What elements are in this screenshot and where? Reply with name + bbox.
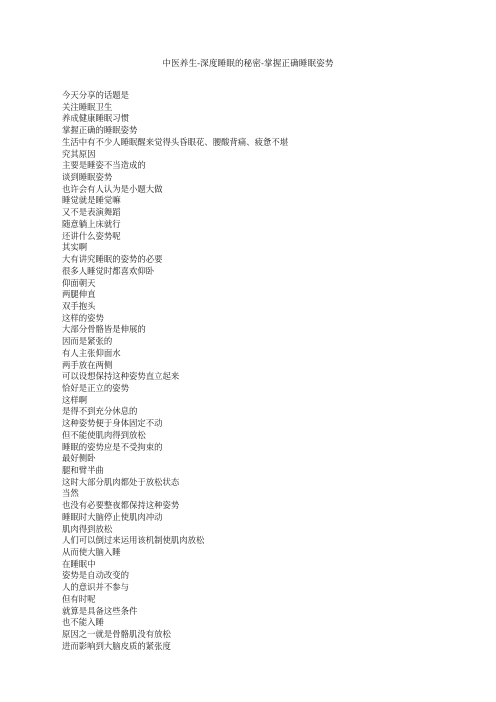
text-line: 很多人睡觉时都喜欢仰卧 [62,265,155,276]
text-line: 这种姿势便于身体固定不动 [62,418,163,429]
text-line: 生活中有不少人睡眠醒来觉得头昏眼花、腰酸背痛、疲惫不堪 [62,136,289,147]
text-line: 关注睡眠卫生 [62,101,113,112]
text-line: 但有时呢 [62,593,96,604]
text-line: 姿势是自动改变的 [62,570,129,581]
text-line: 进而影响到大脑皮质的紧张度 [62,640,171,651]
text-line: 但不能使肌肉得到放松 [62,429,146,440]
text-line: 原因之一就是骨骼肌没有放松 [62,629,171,640]
text-line: 随意躺上床就行 [62,218,121,229]
text-line: 这样的姿势 [62,312,104,323]
text-line: 两手放在两侧 [62,359,113,370]
text-line: 睡眠时大脑停止使肌肉冲动 [62,511,163,522]
text-line: 究其原因 [62,148,96,159]
text-line: 腿和臂半曲 [62,465,104,475]
text-line: 养成健康睡眠习惯 [62,113,129,124]
text-line: 就算是具备这些条件 [62,605,138,616]
text-line: 掌握正确的睡眠姿势 [62,125,138,136]
text-line: 大部分骨骼皆是伸展的 [62,324,146,335]
text-line: 今天分享的话题是 [62,90,129,100]
text-line: 也许会有人认为是小题大做 [62,183,163,194]
text-line: 可以设想保持这种姿势直立起来 [62,371,180,382]
text-line: 在睡眠中 [62,558,96,569]
text-line: 这样啊 [62,394,88,405]
text-line: 又不是表演舞蹈 [62,207,121,218]
text-line: 双手抱头 [62,300,96,311]
text-line: 从而使大脑入睡 [62,547,121,558]
text-line: 两腿伸直 [62,289,96,300]
text-line: 仰面朝天 [62,277,96,288]
text-line: 恰好是正立的姿势 [62,382,129,393]
text-line: 也不能入睡 [62,617,104,628]
text-line: 睡眠的姿势应是不受拘束的 [62,441,163,452]
text-line: 肌肉得到放松 [62,523,113,534]
text-line: 当然 [62,488,79,499]
document-body [62,90,442,653]
text-line: 大有讲究睡眠的姿势的必要 [62,254,163,265]
text-line: 睡觉就是睡觉嘛 [62,195,121,206]
text-line: 也没有必要整夜都保持这种姿势 [62,500,180,511]
text-line: 主要是睡姿不当造成的 [62,160,146,171]
document-title: 中医养生-深度睡眠的秘密-掌握正确睡眠姿势 [162,59,334,69]
text-line: 有人主张仰面水 [62,347,121,358]
text-line: 其实啊 [62,242,88,253]
text-line: 最好侧卧 [62,453,96,464]
text-line: 因而是紧张的 [62,336,113,347]
text-line: 这时大部分肌肉都处于放松状态 [62,476,180,487]
text-line: 是得不到充分休息的 [62,406,138,417]
text-line: 谈到睡眠姿势 [62,172,113,183]
text-line: 还讲什么姿势呢 [62,230,121,241]
text-line: 人的意识并不参与 [62,582,129,593]
text-line: 人们可以倒过来运用该机制使肌肉放松 [62,535,205,546]
